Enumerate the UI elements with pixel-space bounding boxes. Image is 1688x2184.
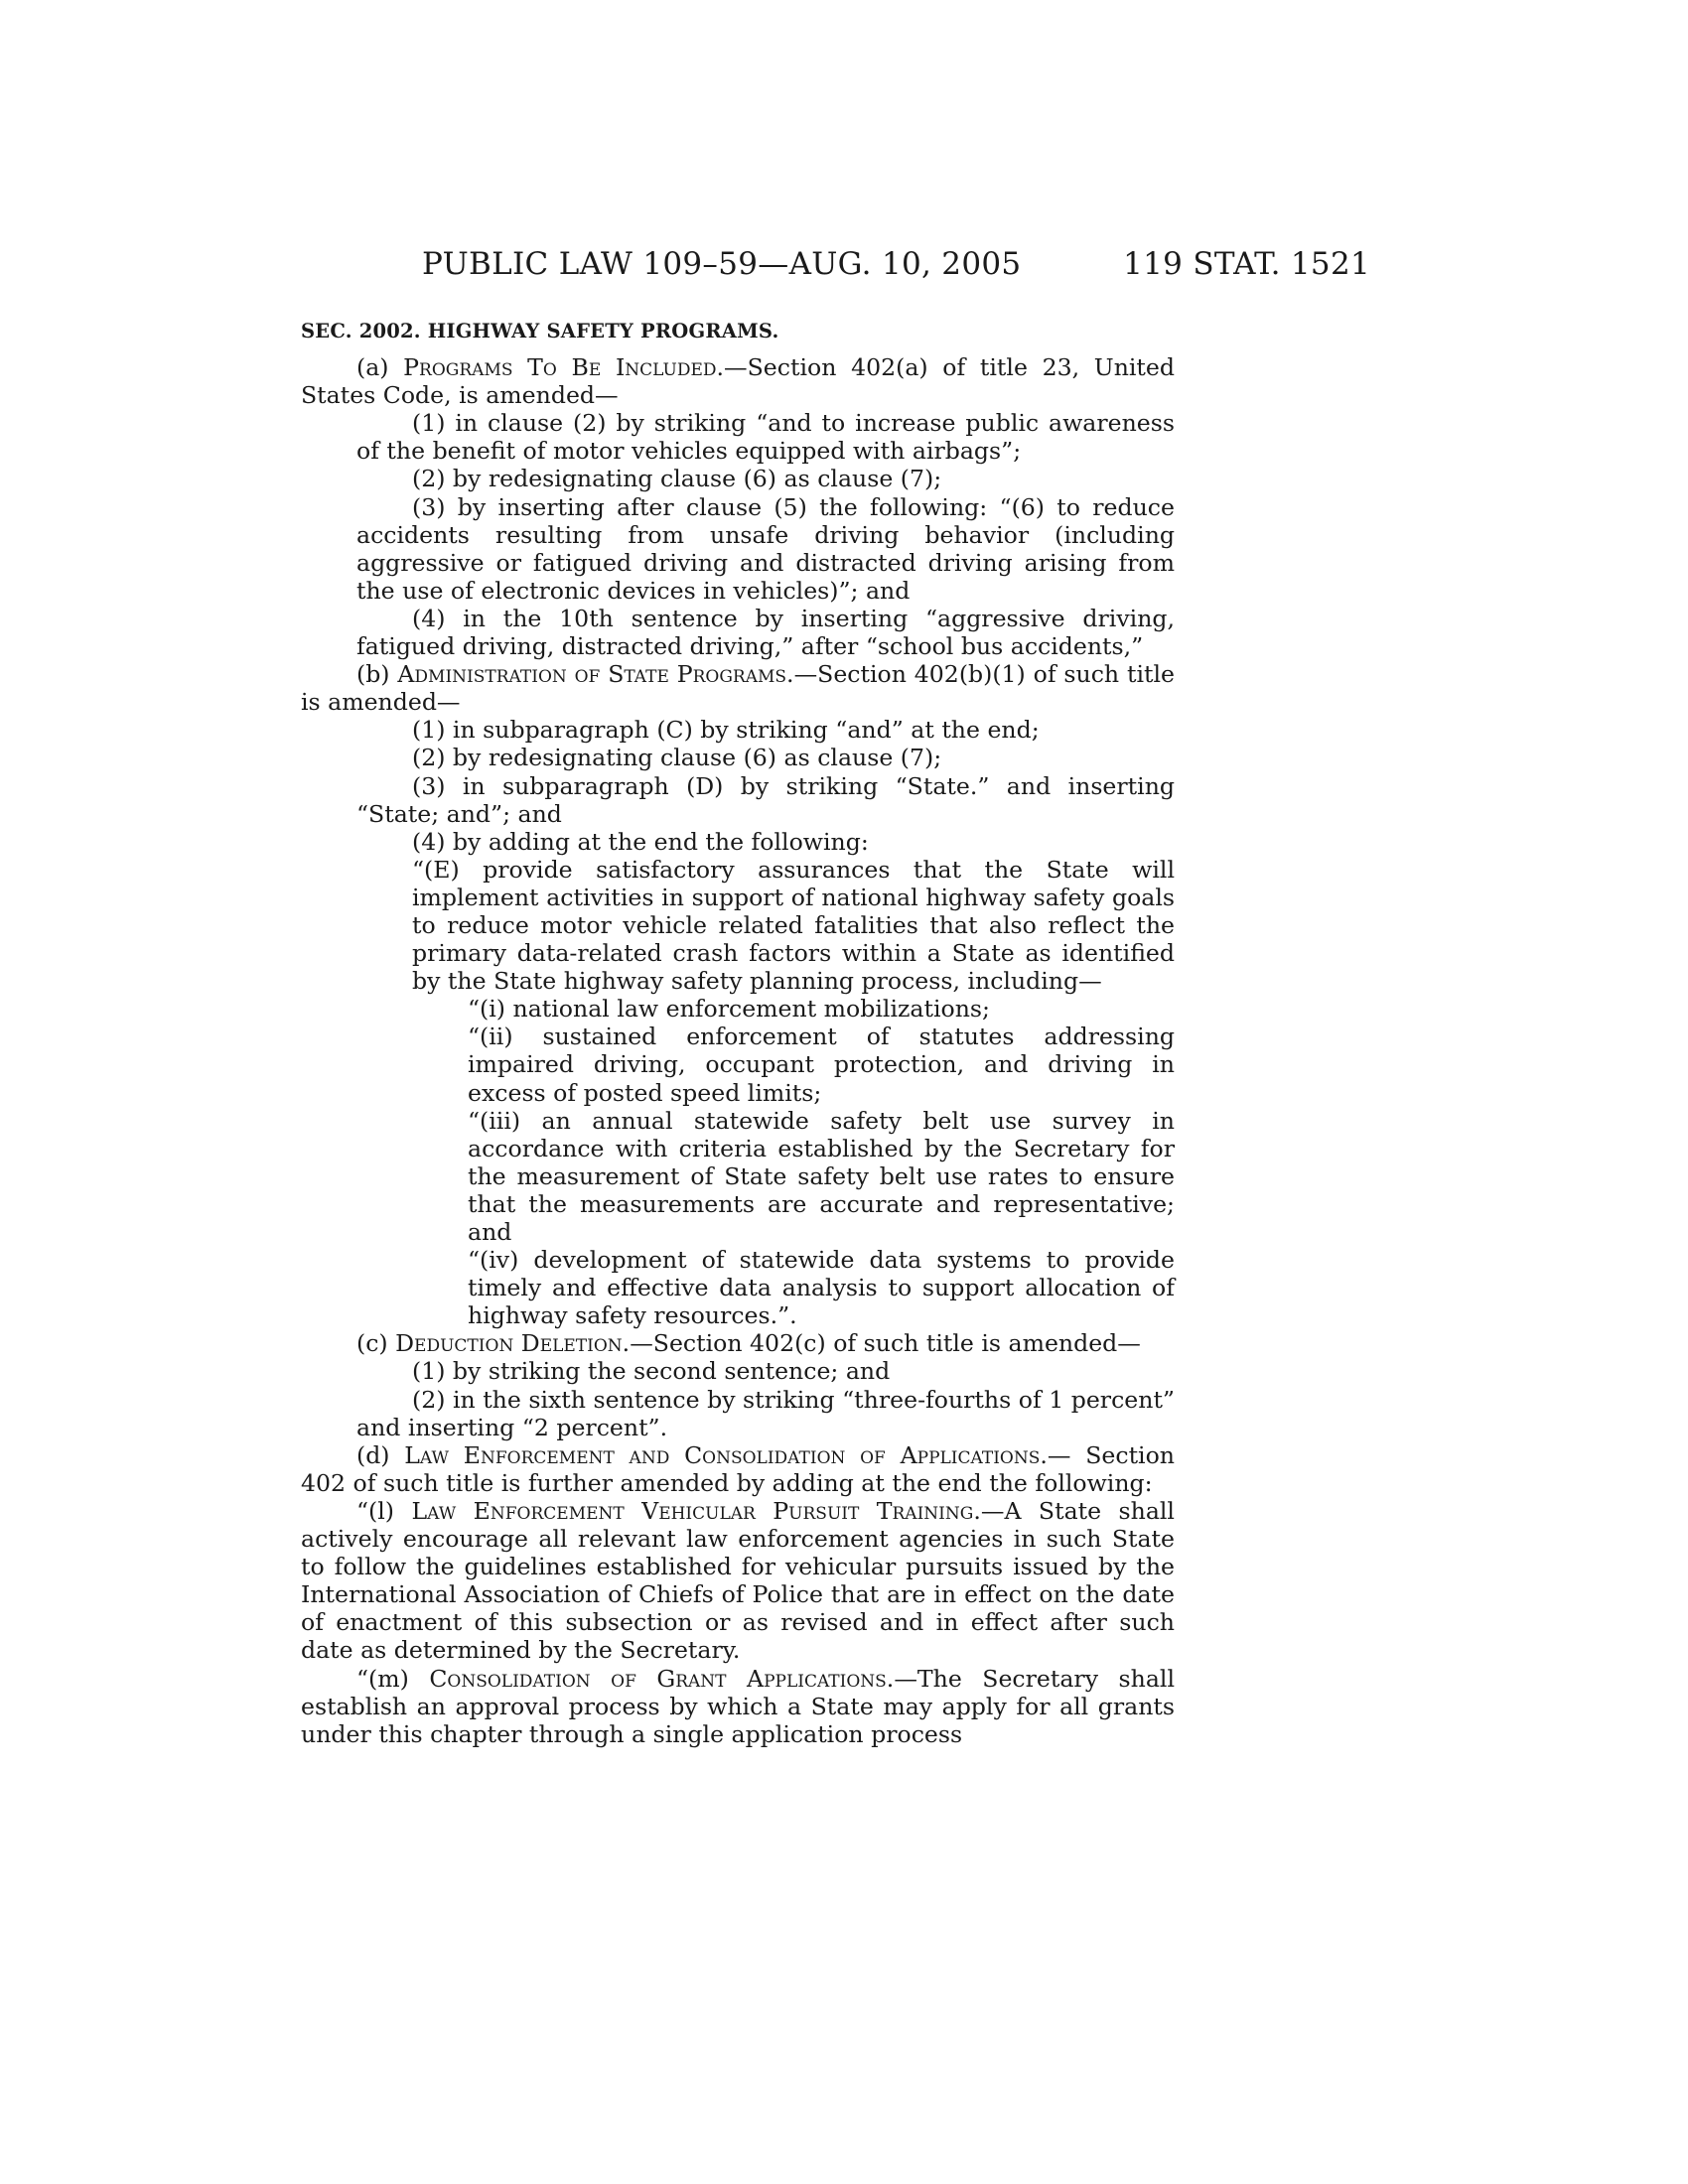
item-e-iii: “(iii) an annual statewide safety belt use survey in accordance with criteria established by the Secretary for the measurement of State safety belt use rates to ensure that the measurements are accurate and representative; and	[468, 1106, 1175, 1246]
subsection-b: (b) Administration of State Programs.—Section 402(b)(1) of such title is amended—	[301, 660, 1175, 717]
subsection-a-caption: Programs To Be Included.	[403, 353, 725, 382]
subsection-l-caption: Law Enforcement Vehicular Pursuit Training.	[411, 1496, 981, 1525]
clause-a1: (1) in clause (2) by striking “and to increase public awareness of the benefit of motor vehicles equipped with airbags”;	[356, 409, 1175, 466]
clause-a2: (2) by redesignating clause (6) as clause (7);	[412, 465, 942, 493]
subsection-d: (d) Law Enforcement and Consolidation of Applications.— Section 402 of such title is further amended by adding at the end the following:	[301, 1440, 1175, 1497]
item-e-ii: “(ii) sustained enforcement of statutes addressing impaired driving, occupant protection, and driving in excess of posted speed limits;	[468, 1023, 1175, 1107]
subsection-c: (c) Deduction Deletion.—Section 402(c) of such title is amended—	[356, 1329, 1141, 1358]
section-heading: SEC. 2002. HIGHWAY SAFETY PROGRAMS.	[301, 320, 779, 342]
clause-b2: (2) by redesignating clause (6) as clause (7);	[412, 744, 942, 772]
public-law-citation: PUBLIC LAW 109–59—AUG. 10, 2005	[422, 246, 1022, 282]
clause-a3: (3) by inserting after clause (5) the following: “(6) to reduce accidents resulting from unsafe driving behavior (including aggressive or fatigued driving and distracted driving arising from the use of electronic devices in vehicles)”; and	[356, 492, 1175, 605]
item-e-iv: “(iv) development of statewide data systems to provide timely and effective data analysis to support allocation of highway safety resources.”.	[468, 1246, 1175, 1330]
subparagraph-e: “(E) provide satisfactory assurances that the State will implement activities in support of national highway safety goals to reduce motor vehicle related fatalities that also reflect the primary data-related crash factors within a State as identified by the State highway safety planning process, including—	[412, 855, 1175, 996]
clause-b3: (3) in subparagraph (D) by striking “State.” and inserting “State; and”; and	[356, 771, 1175, 828]
subsection-m: “(m) Consolidation of Grant Applications.—The Secretary shall establish an approval process by which a State may apply for all grants under this chapter through a single application process	[301, 1664, 1175, 1748]
statute-page-number: 119 STAT. 1521	[1123, 246, 1370, 282]
clause-c2: (2) in the sixth sentence by striking “three-fourths of 1 percent” and inserting “2 percent”.	[356, 1385, 1175, 1441]
document-body	[301, 318, 1175, 1748]
subsection-a: (a) Programs To Be Included.—Section 402(a) of title 23, United States Code, is amended—	[301, 353, 1175, 410]
subsection-m-caption: Consolidation of Grant Applications.	[429, 1664, 895, 1693]
subsection-b-caption: Administration of State Programs.	[397, 660, 794, 689]
clause-c1: (1) by striking the second sentence; and	[412, 1357, 891, 1386]
clause-b1: (1) in subparagraph (C) by striking “and” at the end;	[412, 716, 1040, 745]
clause-b4: (4) by adding at the end the following:	[412, 827, 869, 856]
page-header	[298, 246, 1370, 296]
item-e-i: “(i) national law enforcement mobilizations;	[468, 995, 990, 1024]
clause-a4: (4) in the 10th sentence by inserting “aggressive driving, fatigued driving, distracted driving,” after “school bus accidents,”	[356, 604, 1175, 661]
subsection-l: “(l) Law Enforcement Vehicular Pursuit Training.—A State shall actively encourage all relevant law enforcement agencies in such State to follow the guidelines established for vehicular pursuits issued by the International Association of Chiefs of Police that are in effect on the date of enactment of this subsection or as revised and in effect after such date as determined by the Secretary.	[301, 1496, 1175, 1665]
subsection-c-caption: Deduction Deletion.	[395, 1329, 631, 1358]
subsection-d-caption: Law Enforcement and Consolidation of Applications.	[404, 1440, 1048, 1469]
